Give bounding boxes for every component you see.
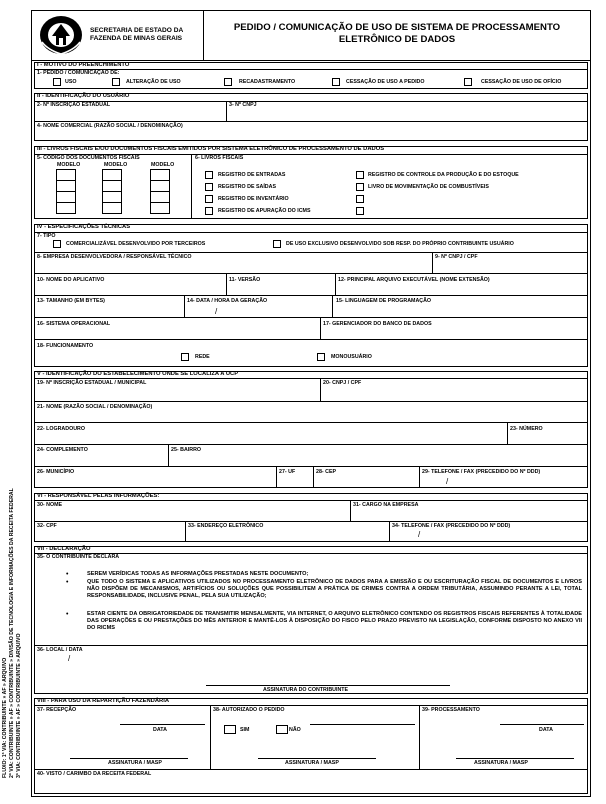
- checkbox-livro-inventario[interactable]: [205, 195, 213, 203]
- processamento-signature-line: [456, 758, 574, 759]
- field-8-label: 8- EMPRESA DESENVOLVEDORA / RESPONSÁVEL TÉCNICO: [37, 254, 192, 260]
- label-cessacao-oficio: CESSAÇÃO DE USO DE OFÍCIO: [481, 79, 562, 85]
- field-22-label: 22- LOGRADOURO: [37, 426, 85, 432]
- field-29-slash: /: [446, 477, 449, 486]
- field-31-label: 31- CARGO NA EMPRESA: [353, 502, 419, 508]
- checkbox-livro-combustiveis[interactable]: [356, 183, 364, 191]
- side-flow-line-3: 3ª VIA: CONTRIBUINTE » AF » CONTRIBUINTE » ARQUIVO: [16, 633, 22, 778]
- row-13-top-line: [34, 295, 588, 296]
- label-livro-entradas: REGISTRO DE ENTRADAS: [218, 172, 286, 178]
- row-10-top-line: [34, 273, 588, 274]
- checkbox-recadastramento[interactable]: [224, 78, 232, 86]
- section-3-title: III - LIVROS FISCAIS E/OU DOCUMENTOS FISCAIS EMITIDOS POR SISTEMA ELETRÔNICO DE PROCESSAMENTO DE DADOS: [37, 146, 385, 152]
- field-12-label: 12- PRINCIPAL ARQUIVO EXECUTÁVEL (NOME EXTENSÃO): [338, 277, 490, 283]
- checkbox-sim[interactable]: [224, 725, 236, 734]
- checkbox-monousuario[interactable]: [317, 353, 325, 361]
- modelo-label-3: MODELO: [151, 162, 175, 168]
- processamento-date-line: [500, 724, 584, 725]
- recepcao-signature-label: ASSINATURA / MASP: [108, 760, 162, 766]
- field-37-label: 37- RECEPÇÃO: [37, 707, 77, 713]
- checkbox-livro-saidas[interactable]: [205, 183, 213, 191]
- label-livro-saidas: REGISTRO DE SAÍDAS: [218, 184, 276, 190]
- row-32-top-line: [34, 521, 588, 522]
- field-17-label: 17- GERENCIADOR DO BANCO DE DADOS: [323, 321, 432, 327]
- row-40-top-line: [34, 769, 588, 770]
- field-37-38-divider: [210, 705, 211, 769]
- autorizado-signature-label: ASSINATURA / MASP: [285, 760, 339, 766]
- label-livro-controle-producao: REGISTRO DE CONTROLE DA PRODUÇÃO E DO ESTOQUE: [368, 172, 519, 178]
- field-14-label: 14- DATA / HORA DA GERAÇÃO: [187, 298, 268, 304]
- label-rede: REDE: [195, 354, 210, 360]
- field-11-label: 11- VERSÃO: [229, 277, 261, 283]
- org-name: [90, 27, 183, 43]
- field-10-11-divider: [226, 273, 227, 295]
- checkbox-cessacao-pedido[interactable]: [332, 78, 340, 86]
- checkbox-tipo-proprio[interactable]: [273, 240, 281, 248]
- section-2-title-rule: [34, 101, 588, 102]
- checkbox-uso[interactable]: [53, 78, 61, 86]
- modelo-2-box-4[interactable]: [102, 202, 122, 214]
- checkbox-alteracao[interactable]: [112, 78, 120, 86]
- modelo-3-box-4[interactable]: [150, 202, 170, 214]
- field-21-label: 21- NOME (RAZÃO SOCIAL / DENOMINAÇÃO): [37, 404, 153, 410]
- field-16-17-divider: [320, 317, 321, 339]
- field-5-6-divider: [191, 154, 192, 219]
- label-nao: NÃO: [289, 727, 301, 733]
- recepcao-date-label: DATA: [153, 727, 167, 733]
- header-bottom-line: [31, 60, 591, 61]
- checkbox-livro-entradas[interactable]: [205, 171, 213, 179]
- field-14-15-divider: [332, 295, 333, 317]
- row-36-top-line: [34, 645, 588, 646]
- field-40-label: 40- VISTO / CARIMBO DA RECEITA FEDERAL: [37, 771, 152, 777]
- row-8-top-line: [34, 252, 588, 253]
- row-22-top-line: [34, 422, 588, 423]
- side-flow-line-1: FLUXO: 1ª VIA: CONTRIBUINTE » AF » ARQUIVO: [2, 657, 8, 778]
- section-8-box: [34, 698, 588, 794]
- field-34-label: 34- TELEFONE / FAX (PRECEDIDO DO Nº DDD): [392, 523, 511, 529]
- row-26-top-line: [34, 466, 588, 467]
- modelo-label-2: MODELO: [104, 162, 128, 168]
- field-38-39-divider: [419, 705, 420, 769]
- contributor-signature-label: ASSINATURA DO CONTRIBUINTE: [263, 687, 349, 693]
- row-18-top-line: [34, 339, 588, 340]
- label-livro-apuracao: REGISTRO DE APURAÇÃO DO ICMS: [218, 208, 311, 214]
- autorizado-signature-line: [258, 758, 376, 759]
- field-30-31-divider: [350, 500, 351, 521]
- field-39-label: 39- PROCESSAMENTO: [422, 707, 480, 713]
- field-28-label: 28- CEP: [316, 469, 337, 475]
- field-8-9-divider: [432, 252, 433, 273]
- label-sim: SIM: [240, 727, 250, 733]
- section-8-title-rule: [34, 705, 588, 706]
- section-6-title: VI - RESPONSÁVEL PELAS INFORMAÇÕES:: [37, 493, 160, 499]
- field-13-14-divider: [184, 295, 185, 317]
- section-6-title-rule: [34, 500, 588, 501]
- section-8-title: VIII - PARA USO DA REPARTIÇÃO FAZENDÁRIA: [37, 698, 170, 704]
- section-1-title: I - MOTIVO DO PREENCHIMENTO: [37, 62, 130, 68]
- field-4-top-line: [34, 121, 588, 122]
- field-10-label: 10- NOME DO APLICATIVO: [37, 277, 105, 283]
- field-34-slash: /: [418, 530, 421, 539]
- field-23-label: 23- NÚMERO: [510, 426, 543, 432]
- declaration-3: ESTAR CIENTE DA OBRIGATORIEDADE DE TRANSMITIR MENSALMENTE, VIA INTERNET, O ARQUIVO ELETRÔNICO CONTENDO OS REGISTROS FISCAIS REFERENTES À TOTALIDADE DAS OPERAÇÕES E OU PRESTAÇÕES DO MÊS ANTERIOR E MANTÊ-LOS À DISPOSIÇÃO DO FISCO PELO PRAZO PREVISTO NA LEGISLAÇÃO, CONFORME DISPOSTO NO ANEXO VII DO RICMS: [87, 611, 582, 631]
- row-21-top-line: [34, 401, 588, 402]
- checkbox-rede[interactable]: [181, 353, 189, 361]
- modelo-1-box-4[interactable]: [56, 202, 76, 214]
- field-18-label: 18- FUNCIONAMENTO: [37, 343, 94, 349]
- field-1-label: 1- PEDIDO / COMUNICAÇÃO DE:: [37, 70, 120, 76]
- field-24-25-divider: [168, 444, 169, 466]
- field-26-27-divider: [276, 466, 277, 488]
- checkbox-livro-controle-producao[interactable]: [356, 171, 364, 179]
- checkbox-livro-apuracao[interactable]: [205, 207, 213, 215]
- contributor-signature-line: [206, 685, 450, 686]
- label-uso: USO: [65, 79, 77, 85]
- field-32-label: 32- CPF: [37, 523, 57, 529]
- side-flow-line-2: 2ª VIA: CONTRIBUINTE » AF » CONTRIBUINTE » DIVISÃO DE TECNOLOGIA E INFORMAÇÕES DA RECEITA FEDERAL: [9, 488, 15, 778]
- title-line-2: ELETRÔNICO DE DADOS: [338, 34, 456, 45]
- field-5-label: 5- CÓDIGO DOS DOCUMENTOS FISCAIS: [37, 155, 140, 161]
- field-22-23-divider: [507, 422, 508, 444]
- checkbox-cessacao-oficio[interactable]: [464, 78, 472, 86]
- section-5-title: V - IDENTIFICAÇÃO DO ESTABELECIMENTO ONDE SE LOCALIZA A UCP: [37, 371, 239, 377]
- field-9-label: 9- Nº CNPJ / CPF: [435, 254, 478, 260]
- field-29-label: 29- TELEFONE / FAX (PRECEDIDO DO Nº DDD): [422, 469, 541, 475]
- field-19-20-divider: [320, 378, 321, 401]
- field-20-label: 20- CNPJ / CPF: [323, 380, 362, 386]
- modelo-label-1: MODELO: [57, 162, 81, 168]
- form-title: [204, 22, 590, 46]
- org-line-2: FAZENDA DE MINAS GERAIS: [90, 35, 183, 42]
- section-5-title-rule: [34, 378, 588, 379]
- field-30-label: 30- NOME: [37, 502, 63, 508]
- bullet-1: •: [66, 571, 69, 578]
- field-32-33-divider: [185, 521, 186, 542]
- label-alteracao: ALTERAÇÃO DE USO: [126, 79, 181, 85]
- label-livro-inventario: REGISTRO DE INVENTÁRIO: [218, 196, 289, 202]
- field-6-label: 6- LIVROS FISCAIS: [195, 155, 244, 161]
- section-4-title-rule: [34, 232, 588, 233]
- recepcao-signature-line: [70, 758, 188, 759]
- field-3-label: 3- Nº CNPJ: [229, 102, 257, 108]
- org-line-1: SECRETARIA DE ESTADO DA: [90, 27, 184, 34]
- field-33-label: 33- ENDEREÇO ELETRÔNICO: [188, 523, 264, 529]
- bullet-2: •: [66, 579, 69, 586]
- field-36-label: 36- LOCAL / DATA: [37, 647, 83, 653]
- row-24-top-line: [34, 444, 588, 445]
- row-16-top-line: [34, 317, 588, 318]
- checkbox-livro-extra-1[interactable]: [356, 195, 364, 203]
- field-13-label: 13- TAMANHO (EM BYTES): [37, 298, 105, 304]
- field-24-label: 24- COMPLEMENTO: [37, 447, 88, 453]
- declaration-2: QUE TODO O SISTEMA E APLICATIVOS UTILIZADOS NO PROCESSAMENTO ELETRÔNICO DE DADOS PARA A EMISSÃO E OU ESCRITURAÇÃO FISCAL DE DOCUMENTOS E LIVROS NÃO DISPÕEM DE MECANISMOS, ARTIFÍCIOS OU SOLUÇÕES QUE POSSIBILITEM A PRÁTICA DE CRIMES CONTRA A ORDEM TRIBUTÁRIA, ASSUMINDO PERANTE A LEI, TOTAL RESPONSABILIDADE, INCLUSIVE PENAL, PELA SUA UTILIZAÇÃO;: [87, 579, 582, 599]
- checkbox-livro-extra-2[interactable]: [356, 207, 364, 215]
- label-cessacao-pedido: CESSAÇÃO DE USO A PEDIDO: [346, 79, 425, 85]
- section-7-title: VII - DECLARAÇÃO: [37, 546, 91, 552]
- label-livro-combustiveis: LIVRO DE MOVIMENTAÇÃO DE COMBUSTÍVEIS: [368, 184, 489, 190]
- field-28-29-divider: [419, 466, 420, 488]
- field-35-label: 35- O CONTRIBUINTE DECLARA: [37, 554, 120, 560]
- label-recadastramento: RECADASTRAMENTO: [239, 79, 296, 85]
- autorizado-date-line: [310, 724, 415, 725]
- field-26-label: 26- MUNICÍPIO: [37, 469, 75, 475]
- label-tipo-terceiros: COMERCIALIZÁVEL DESENVOLVIDO POR TERCEIROS: [66, 241, 206, 247]
- field-14-slash: /: [215, 307, 218, 316]
- recepcao-date-line: [120, 724, 205, 725]
- bullet-3: •: [66, 611, 69, 618]
- label-tipo-proprio: DE USO EXCLUSIVO DESENVOLVIDO SOB RESP. DO PRÓPRIO CONTRIBUINTE USUÁRIO: [286, 241, 514, 247]
- declaration-1: SEREM VERÍDICAS TODAS AS INFORMAÇÕES PRESTADAS NESTE DOCUMENTO;: [87, 571, 309, 577]
- section-2-title: II - IDENTIFICAÇÃO DO USUÁRIO: [37, 93, 130, 99]
- processamento-date-label: DATA: [539, 727, 553, 733]
- field-4-label: 4- NOME COMERCIAL (RAZÃO SOCIAL / DENOMINAÇÃO): [37, 123, 183, 129]
- field-38-label: 38- AUTORIZADO O PEDIDO: [213, 707, 285, 713]
- field-19-label: 19- Nº INSCRIÇÃO ESTADUAL / MUNICIPAL: [37, 380, 147, 386]
- field-36-slash: /: [68, 654, 71, 663]
- processamento-signature-label: ASSINATURA / MASP: [474, 760, 528, 766]
- coat-of-arms-icon: [38, 14, 84, 56]
- label-monousuario: MONOUSUÁRIO: [331, 354, 372, 360]
- title-line-1: PEDIDO / COMUNICAÇÃO DE USO DE SISTEMA DE PROCESSAMENTO: [233, 22, 561, 33]
- field-11-12-divider: [335, 273, 336, 295]
- field-16-label: 16- SISTEMA OPERACIONAL: [37, 321, 111, 327]
- field-25-label: 25- BAIRRO: [171, 447, 202, 453]
- section-4-title: IV - ESPECIFICAÇÕES TÉCNICAS: [37, 224, 131, 230]
- field-2-3-divider: [226, 101, 227, 121]
- field-33-34-divider: [389, 521, 390, 542]
- field-27-label: 27- UF: [279, 469, 296, 475]
- field-15-label: 15- LINGUAGEM DE PROGRAMAÇÃO: [336, 298, 432, 304]
- field-7-label: 7- TIPO: [37, 233, 56, 239]
- field-2-label: 2- Nº INSCRIÇÃO ESTADUAL: [37, 102, 111, 108]
- checkbox-tipo-terceiros[interactable]: [53, 240, 61, 248]
- checkbox-nao[interactable]: [276, 725, 288, 734]
- field-27-28-divider: [313, 466, 314, 488]
